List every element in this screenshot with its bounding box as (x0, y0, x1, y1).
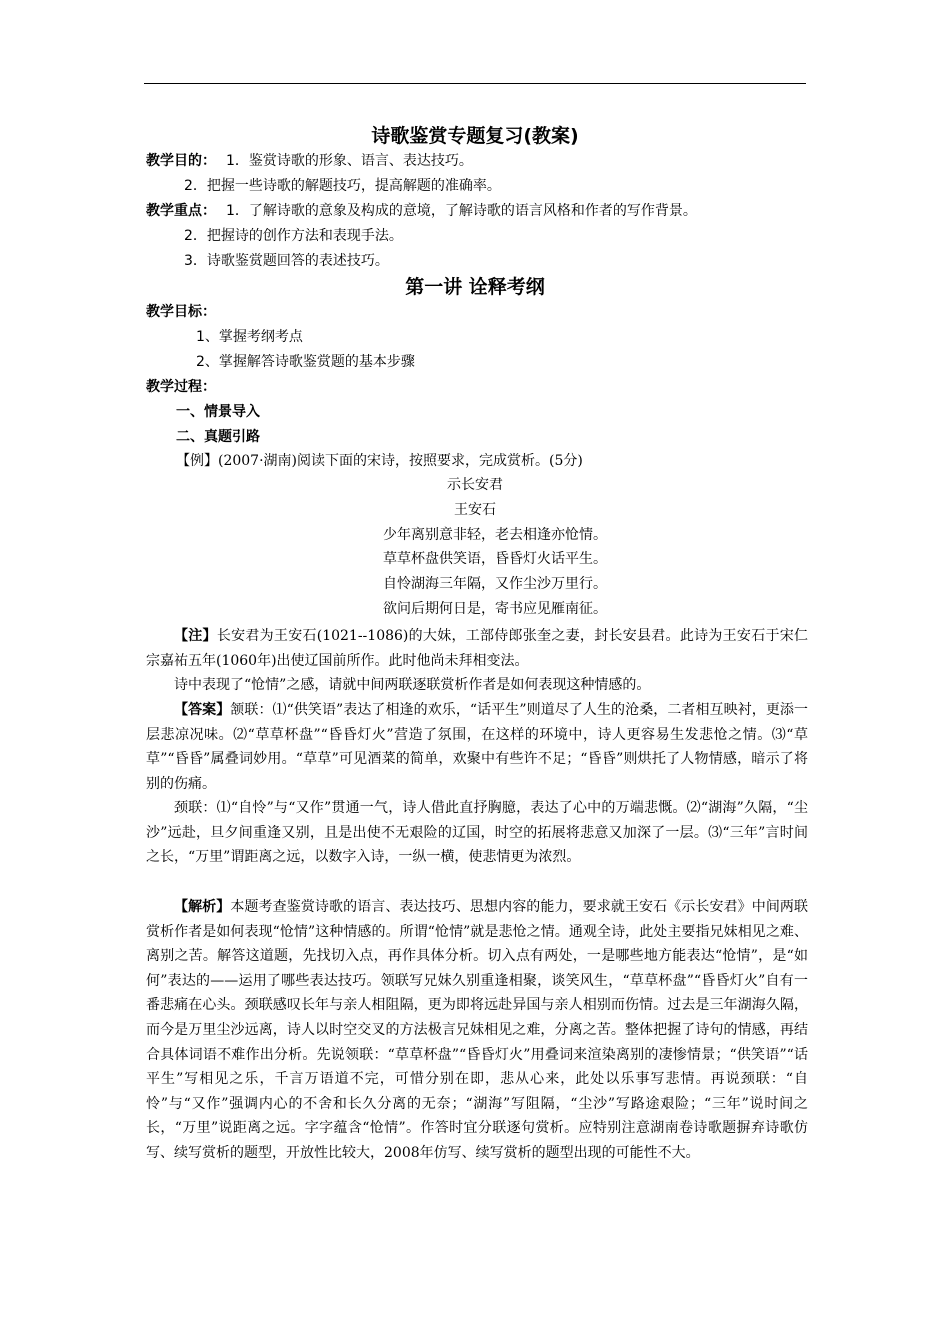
question-paragraph (146, 673, 808, 698)
poem-line: 草草杯盘供笑语，昏昏灯火话平生。 (383, 551, 607, 567)
analysis-paragraph (146, 895, 808, 1166)
note-label: 【注】 (174, 628, 217, 644)
answer-text-2: 颈联：⑴“自怜”与“又作”贯通一气，诗人借此直抒胸臆，表达了心中的万端悲慨。⑵“湖海”久隔，“尘沙”远赴，旦夕间重逢又别，且是出使不无艰险的辽国，时空的拓展将悲意又加深了一层。⑶“三年”言时间之长，“万里”谓距离之远，以数字入诗，一纵一横，使悲情更为浓烈。 (146, 800, 808, 866)
poem-line: 少年离别意非轻，老去相逢亦怆情。 (383, 527, 607, 543)
answer-text: 颔联：⑴“供笑语”表达了相逢的欢乐，“话平生”则道尽了人生的沧桑，二者相互映衬，更添一层悲凉况味。⑵“草草杯盘”“昏昏灯火”营造了氛围，在这样的环境中，诗人更容易生发悲怆之情。⑶“草草”“昏昏”属叠词妙用。“草草”可见酒菜的简单，欢聚中有些许不足；“昏昏”则烘托了人物情感，暗示了将别的伤痛。 (146, 702, 808, 792)
note-paragraph (146, 624, 808, 673)
process-step-1: 一、情景导入 (176, 404, 260, 420)
poem-line: 欲问后期何日是，寄书应见雁南征。 (383, 601, 607, 617)
example-prompt: 【例】(2007·湖南)阅读下面的宋诗，按照要求，完成赏析。(5分) (176, 453, 583, 469)
answer-paragraph-2 (146, 796, 808, 870)
goal-item-2: 2．把握一些诗歌的解题技巧，提高解题的准确率。 (184, 178, 501, 194)
question-text: 诗中表现了“怆情”之感，请就中间两联逐联赏析作者是如何表现这种情感的。 (174, 677, 651, 693)
process-label: 教学过程： (146, 379, 216, 395)
analysis-label: 【解析】 (174, 899, 231, 915)
poem-line: 自怜湖海三年隔，又作尘沙万里行。 (383, 576, 607, 592)
answer-label: 【答案】 (174, 702, 231, 718)
analysis-text: 本题考查鉴赏诗歌的语言、表达技巧、思想内容的能力，要求就王安石《示长安君》中间两联赏析作者是如何表现“怆情”这种情感的。所谓“怆情”就是悲怆之情。通观全诗，此处主要指兄妹相见之难、离别之苦。解答这道题，先找切入点，再作具体分析。切入点有两处，一是哪些地方能表达“怆情”，是“如何”表达的——运用了哪些表达技巧。领联写兄妹久别重逢相聚，谈笑风生，“草草杯盘”“昏昏灯火”自有一番悲痛在心头。颈联感叹长年与亲人相阻隔，更为即将远赴异国与亲人相别而伤情。过去是三年湖海久隔，而今是万里尘沙远离，诗人以时空交叉的方法极言兄妹相见之难，分离之苦。整体把握了诗句的情感，再结合具体词语不难作出分析。先说领联：“草草杯盘”“昏昏灯火”用叠词来渲染离别的凄惨情景；“供笑语”“话平生”写相见之乐，千言万语道不完，可惜分别在即，悲从心来，此处以乐事写悲情。再说颈联：“自怜”与“又作”强调内心的不舍和长久分离的无奈；“湖海”写阻隔，“尘沙”写路途艰险；“三年”说时间之长，“万里”说距离之远。字字蕴含“怆情”。作答时宜分联逐句赏析。应特别注意湖南卷诗歌题摒弃诗歌仿写、续写赏析的题型，开放性比较大，2008年仿写、续写赏析的题型出现的可能性不大。 (146, 899, 809, 1161)
answer-paragraph (146, 698, 808, 796)
focus-item-1: 1．了解诗歌的意象及构成的意境，了解诗歌的语言风格和作者的写作背景。 (226, 203, 697, 219)
focus-item-3: 3．诗歌鉴赏题回答的表述技巧。 (184, 253, 389, 269)
document-title: 诗歌鉴赏专题复习(教案) (371, 125, 579, 147)
focus-item-2: 2．把握诗的创作方法和表现手法。 (184, 228, 403, 244)
poem-title: 示长安君 (447, 477, 503, 493)
objective-item-1: 1、掌握考纲考点 (196, 329, 303, 345)
goals-label: 教学目的： (146, 153, 216, 169)
process-step-2: 二、真题引路 (176, 429, 260, 445)
header-rule (144, 83, 806, 84)
focus-label: 教学重点： (146, 203, 216, 219)
poem-author: 王安石 (454, 502, 496, 518)
lecture-title: 第一讲 诠释考纲 (405, 276, 545, 298)
objective-item-2: 2、掌握解答诗歌鉴赏题的基本步骤 (196, 354, 415, 370)
note-text: 长安君为王安石(1021--1086)的大妹，工部侍郎张奎之妻，封长安县君。此诗为王安石于宋仁宗嘉祐五年(1060年)出使辽国前所作。此时他尚未拜相变法。 (146, 628, 809, 669)
objectives-label: 教学目标： (146, 304, 216, 320)
goal-item-1: 1．鉴赏诗歌的形象、语言、表达技巧。 (226, 153, 473, 169)
